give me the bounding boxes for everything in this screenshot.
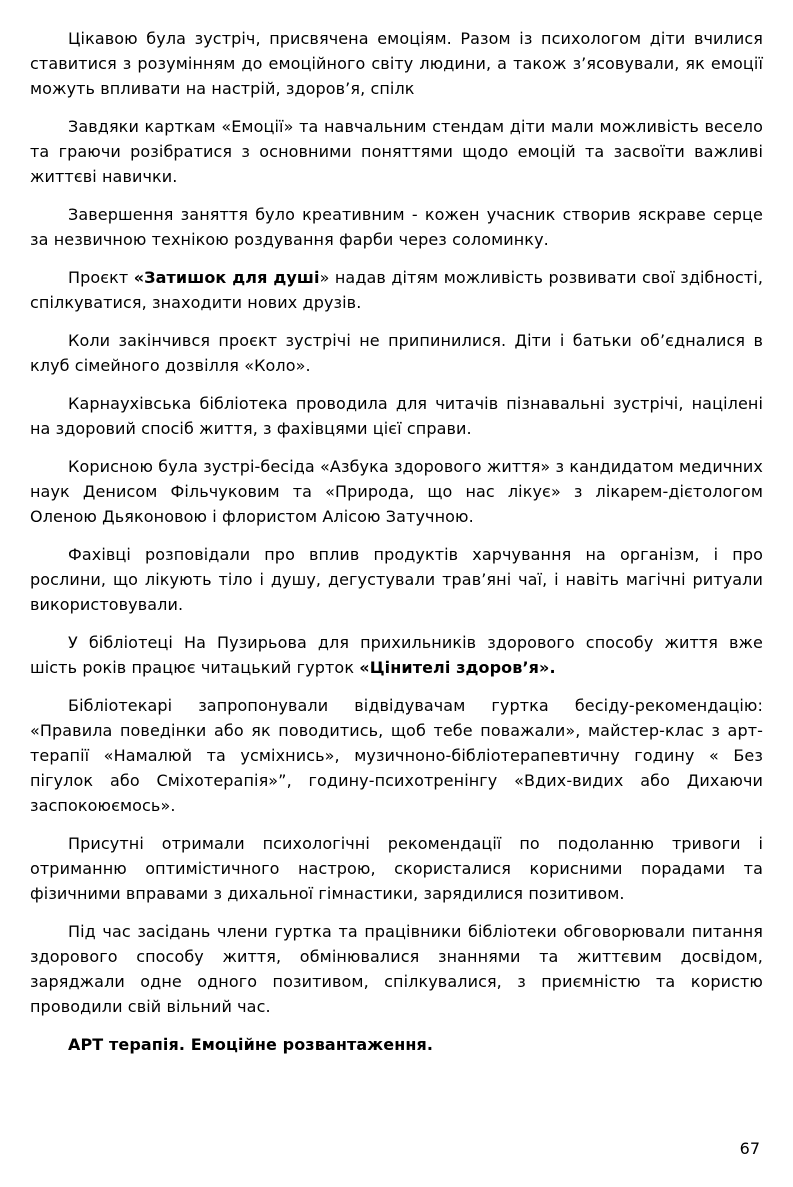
bold-text-run: «Затишок для душі bbox=[133, 268, 320, 287]
paragraph bbox=[30, 693, 763, 818]
paragraph bbox=[30, 328, 763, 378]
text-run: Під час засідань члени гуртка та працівники бібліотеки обговорювали питання здорового способу життя, обмінювалися знаннями та життєвим досвідом, заряджали одне одного позитивом, спілкувалися, з приємністю та користю проводили свій вільний час. bbox=[30, 922, 763, 1016]
paragraph bbox=[30, 831, 763, 906]
text-run: Завершення заняття було креативним - кожен учасник створив яскраве серце за незвичною технікою роздування фарби через соломинку. bbox=[30, 205, 763, 249]
text-run: Корисною була зустрі-бесіда «Азбука здорового життя» з кандидатом медичних наук Денисом Фільчуковим та «Природа, що нас лікує» з лікарем-дієтологом Оленою Дьяконовою і флористом Алісою Затучною. bbox=[30, 457, 763, 526]
paragraph bbox=[30, 919, 763, 1019]
paragraph bbox=[30, 630, 763, 680]
text-run: Коли закінчився проєкт зустрічі не припинилися. Діти і батьки об’єдналися в клуб сімейного дозвілля «Коло». bbox=[30, 331, 763, 375]
bold-text-run: АРТ терапія. Емоційне розвантаження. bbox=[68, 1035, 434, 1054]
page-number: 67 bbox=[739, 1139, 760, 1158]
paragraph bbox=[30, 202, 763, 252]
bold-text-run: «Цінителі здоров’я». bbox=[359, 658, 556, 677]
paragraph bbox=[30, 114, 763, 189]
paragraph bbox=[30, 26, 763, 101]
text-run: Завдяки карткам «Емоції» та навчальним стендам діти мали можливість весело та граючи розібратися з основними поняттями щодо емоцій та засвоїти важливі життєві навички. bbox=[30, 117, 763, 186]
text-run: Фахівці розповідали про вплив продуктів харчування на організм, і про рослини, що лікують тіло і душу, дегустували трав’яні чаї, і навіть магічні ритуали використовували. bbox=[30, 545, 763, 614]
paragraph bbox=[30, 1032, 763, 1057]
text-run: Карнаухівська бібліотека проводила для читачів пізнавальні зустрічі, націлені на здоровий спосіб життя, з фахівцями цієї справи. bbox=[30, 394, 763, 438]
paragraph bbox=[30, 265, 763, 315]
paragraph bbox=[30, 542, 763, 617]
paragraph bbox=[30, 454, 763, 529]
text-run: Цікавою була зустріч, присвячена емоціям. Разом із психологом діти вчилися ставитися з розумінням до емоційного світу людини, а також з’ясовували, як емоції можуть впливати на настрій, здоров’я, спілк bbox=[30, 29, 763, 98]
text-run: У бібліотеці На Пузирьова для прихильників здорового способу життя вже шість років працює читацький гурток bbox=[30, 633, 763, 677]
text-run: Присутні отримали психологічні рекомендації по подоланню тривоги і отриманню оптимістичного настрою, скористалися корисними порадами та фізичними вправами з дихальної гімнастики, зарядилися позитивом. bbox=[30, 834, 763, 903]
paragraph bbox=[30, 391, 763, 441]
text-run: » надав дітям можливість розвивати свої здібності, спілкуватися, знаходити нових друзів. bbox=[30, 268, 764, 312]
text-run: Проєкт bbox=[68, 268, 134, 287]
text-run: Бібліотекарі запропонували відвідувачам гуртка бесіду-рекомендацію: «Правила поведінки або як поводитись, щоб тебе поважали», майстер-клас з арт-терапії «Намалюй та усміхнись», музичноно-бібліотерапевтичну годину « Без пігулок або Сміхотерапія»”, годину-психотренінгу «Вдих-видих або Дихаючи заспокоюємось». bbox=[30, 696, 763, 815]
